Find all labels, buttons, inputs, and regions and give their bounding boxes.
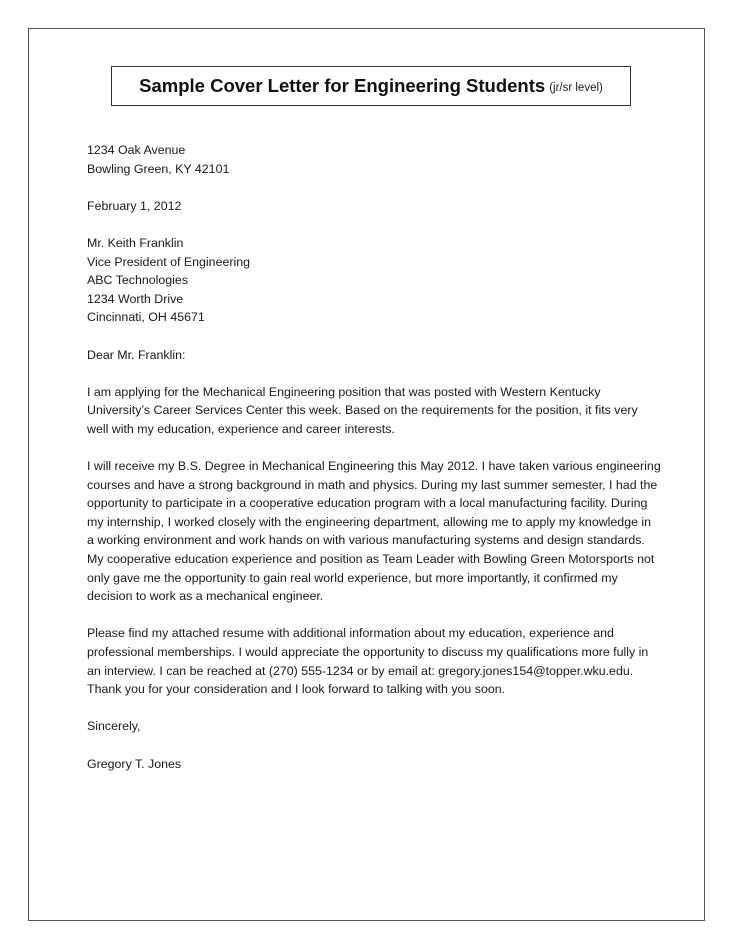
recipient-line: Mr. Keith Franklin	[87, 235, 184, 250]
paragraph-line: decision to work as a mechanical engineer.	[87, 589, 324, 604]
paragraph-line: opportunity to participate in a cooperative education program with a local manufacturing facility. During	[87, 496, 648, 511]
paragraph-line: well with my education, experience and career interests.	[87, 421, 395, 436]
signature-name: Gregory T. Jones	[87, 756, 182, 771]
closing-text: Sincerely,	[87, 719, 141, 734]
paragraph-line: professional memberships. I would appreciate the opportunity to discuss my qualifications more fully in	[87, 645, 649, 660]
recipient-line: 1234 Worth Drive	[87, 291, 184, 306]
recipient-line: Vice President of Engineering	[87, 254, 251, 269]
paragraph-line: I am applying for the Mechanical Engineering position that was posted with Western Kentucky	[87, 384, 601, 399]
letter-title-level: (jr/sr level)	[549, 82, 603, 94]
recipient-line: Cincinnati, OH 45671	[87, 310, 205, 325]
paragraph-line: courses and have a strong background in math and physics. During my last summer semester, I had the	[87, 477, 658, 492]
paragraph-3	[87, 624, 667, 698]
paragraph-line: University’s Career Services Center this week. Based on the requirements for the position, it fits very	[87, 403, 638, 418]
date-text: February 1, 2012	[87, 198, 182, 213]
recipient-address	[87, 234, 667, 327]
paragraph-line: I will receive my B.S. Degree in Mechanical Engineering this May 2012. I have taken various engineering	[87, 459, 661, 474]
recipient-line: ABC Technologies	[87, 273, 189, 288]
salutation-text: Dear Mr. Franklin:	[87, 347, 186, 362]
letter-date	[87, 197, 667, 216]
paragraph-line: a working environment and work hands on with various manufacturing systems and design standards.	[87, 533, 645, 548]
paragraph-line: Please find my attached resume with additional information about my education, experience and	[87, 626, 614, 641]
paragraph-line: an interview. I can be reached at (270) 555-1234 or by email at: gregory.jones154@topper.wku.edu.	[87, 663, 634, 678]
paragraph-1	[87, 383, 667, 439]
letter-body	[87, 141, 667, 792]
letter-title: Sample Cover Letter for Engineering Students	[139, 75, 546, 96]
paragraph-2	[87, 457, 667, 606]
title-box	[111, 66, 631, 106]
salutation	[87, 346, 667, 365]
paragraph-line: only gave me the opportunity to gain real world experience, but more importantly, it confirmed my	[87, 570, 618, 585]
paragraph-line: my internship, I worked closely with the engineering department, allowing me to apply my knowledge in	[87, 514, 652, 529]
closing	[87, 717, 667, 736]
letter-page	[28, 28, 705, 921]
paragraph-line: Thank you for your consideration and I look forward to talking with you soon.	[87, 682, 506, 697]
signature	[87, 755, 667, 774]
paragraph-line: My cooperative education experience and position as Team Leader with Bowling Green Motorsports not	[87, 552, 655, 567]
sender-address-line: 1234 Oak Avenue	[87, 143, 186, 157]
sender-address	[87, 141, 667, 178]
sender-address-line: Bowling Green, KY 42101	[87, 161, 230, 176]
